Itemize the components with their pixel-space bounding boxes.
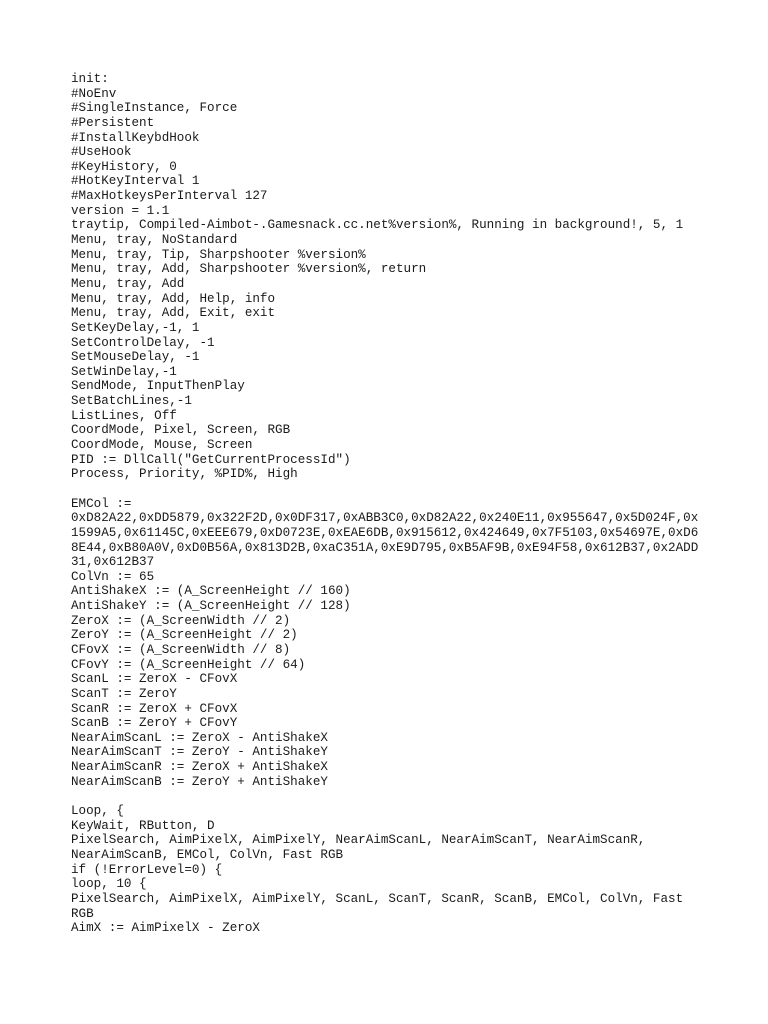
code-line: Menu, tray, Add, Sharpshooter %version%, return	[71, 262, 427, 277]
code-line: ColVn := 65	[71, 569, 155, 584]
code-line: AntiShakeY := (A_ScreenHeight // 128)	[71, 599, 351, 614]
code-line: NearAimScanL := ZeroX - AntiShakeX	[71, 730, 328, 745]
code-line: AntiShakeX := (A_ScreenHeight // 160)	[71, 584, 351, 599]
code-line: NearAimScanB, EMCol, ColVn, Fast RGB	[71, 847, 344, 862]
code-line: ListLines, Off	[71, 408, 177, 423]
code-line: ScanL := ZeroX - CFovX	[71, 672, 238, 687]
code-line: #SingleInstance, Force	[71, 101, 238, 116]
code-line: Menu, tray, Tip, Sharpshooter %version%	[71, 247, 366, 262]
blank-line	[71, 482, 711, 497]
code-line: #InstallKeybdHook	[71, 130, 200, 145]
code-line: #UseHook	[71, 145, 132, 160]
code-line: 8E44,0xB80A0V,0xD0B56A,0x813D2B,0xaC351A,0xE9D795,0xB5AF9B,0xE94F58,0x612B37,0x2ADD	[71, 540, 699, 555]
code-line: init:	[71, 72, 109, 86]
code-line: #MaxHotkeysPerInterval 127	[71, 189, 268, 204]
code-line: CFovY := (A_ScreenHeight // 64)	[71, 657, 306, 672]
code-line: PixelSearch, AimPixelX, AimPixelY, ScanL, ScanT, ScanR, ScanB, EMCol, ColVn, Fast	[71, 891, 684, 906]
code-line: 0xD82A22,0xDD5879,0x322F2D,0x0DF317,0xABB3C0,0xD82A22,0x240E11,0x955647,0x5D024F,0x	[71, 511, 699, 526]
code-line: ZeroY := (A_ScreenHeight // 2)	[71, 628, 298, 643]
code-line: ZeroX := (A_ScreenWidth // 2)	[71, 613, 291, 628]
code-line: 1599A5,0x61145C,0xEEE679,0xD0723E,0xEAE6DB,0x915612,0x424649,0x7F5103,0x54697E,0xD6	[71, 525, 699, 540]
code-line: NearAimScanR := ZeroX + AntiShakeX	[71, 760, 328, 775]
code-line: #KeyHistory, 0	[71, 159, 177, 174]
code-line: SetBatchLines,-1	[71, 394, 192, 409]
code-line: SetControlDelay, -1	[71, 335, 215, 350]
code-line: SetKeyDelay,-1, 1	[71, 320, 200, 335]
code-line: RGB	[71, 906, 94, 921]
code-line: loop, 10 {	[71, 877, 147, 892]
code-line: #NoEnv	[71, 86, 117, 101]
code-line: CoordMode, Mouse, Screen	[71, 438, 253, 453]
code-line: PID := DllCall("GetCurrentProcessId")	[71, 452, 351, 467]
code-line: AimX := AimPixelX - ZeroX	[71, 921, 260, 936]
code-line: ScanT := ZeroY	[71, 686, 177, 701]
code-line: Menu, tray, NoStandard	[71, 233, 238, 248]
code-line: Menu, tray, Add	[71, 276, 185, 291]
code-line: 31,0x612B37	[71, 555, 155, 570]
blank-line	[71, 789, 711, 804]
code-line: ScanR := ZeroX + CFovX	[71, 701, 238, 716]
code-line: if (!ErrorLevel=0) {	[71, 862, 223, 877]
code-line: EMCol :=	[71, 496, 132, 511]
code-line: PixelSearch, AimPixelX, AimPixelY, NearAimScanL, NearAimScanT, NearAimScanR,	[71, 833, 646, 848]
code-line: ScanB := ZeroY + CFovY	[71, 716, 238, 731]
code-line: SetMouseDelay, -1	[71, 350, 200, 365]
code-line: version = 1.1	[71, 203, 170, 218]
code-line: NearAimScanB := ZeroY + AntiShakeY	[71, 774, 328, 789]
code-line: SendMode, InputThenPlay	[71, 379, 245, 394]
code-line: Process, Priority, %PID%, High	[71, 467, 298, 482]
code-line: SetWinDelay,-1	[71, 364, 177, 379]
code-line: Menu, tray, Add, Help, info	[71, 291, 276, 306]
code-line: CoordMode, Pixel, Screen, RGB	[71, 423, 291, 438]
code-line: KeyWait, RButton, D	[71, 818, 215, 833]
script-text	[71, 72, 711, 936]
code-line: #Persistent	[71, 115, 155, 130]
code-line: Menu, tray, Add, Exit, exit	[71, 306, 276, 321]
code-line: CFovX := (A_ScreenWidth // 8)	[71, 642, 291, 657]
code-line: traytip, Compiled-Aimbot-.Gamesnack.cc.net%version%, Running in background!, 5, 1	[71, 218, 684, 233]
code-line: NearAimScanT := ZeroY - AntiShakeY	[71, 745, 328, 760]
code-line: Loop, {	[71, 804, 124, 819]
code-line: #HotKeyInterval 1	[71, 174, 200, 189]
